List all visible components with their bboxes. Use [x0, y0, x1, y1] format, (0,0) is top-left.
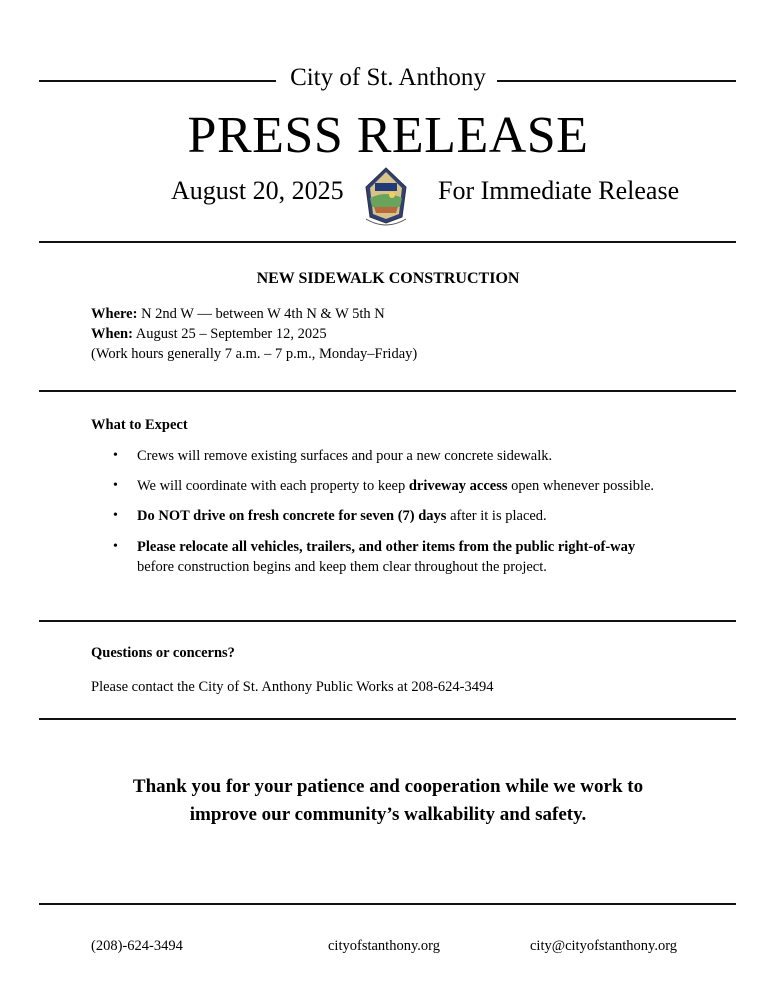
expect-item-2-post: open whenever possible.: [507, 478, 655, 494]
thank-you-line-2: improve our community’s walkability and safety.: [189, 804, 587, 825]
divider: [39, 903, 736, 905]
footer-email[interactable]: city@cityofstanthony.org: [530, 938, 678, 954]
divider: [39, 620, 736, 622]
release-type: For Immediate Release: [438, 176, 680, 205]
divider: [39, 390, 736, 392]
expect-item-2-bold: driveway access: [408, 478, 508, 494]
expect-item-1: Crews will remove existing surfaces and pour a new concrete sidewalk.: [137, 448, 553, 464]
when-line: [91, 326, 327, 343]
when-label: When:: [91, 326, 133, 342]
when-value: August 25 – September 12, 2025: [135, 326, 327, 342]
expect-item-4: [137, 537, 635, 577]
release-date: August 20, 2025: [171, 176, 344, 205]
expect-item-2: [137, 476, 654, 496]
expect-item-4-post: before construction begins and keep them clear throughout the project.: [137, 559, 547, 575]
where-value: N 2nd W — between W 4th N & W 5th N: [141, 306, 385, 322]
divider: [39, 718, 736, 720]
expect-item-3: [137, 506, 547, 526]
footer-website[interactable]: cityofstanthony.org: [328, 938, 440, 954]
where-line: [91, 306, 385, 323]
divider: [39, 241, 736, 243]
page-title: PRESS RELEASE: [187, 107, 589, 164]
expect-item-2-pre: We will coordinate with each property to keep: [137, 478, 409, 494]
expect-item-3-post: after it is placed.: [446, 508, 547, 524]
project-title: NEW SIDEWALK CONSTRUCTION: [256, 270, 520, 287]
expect-item-3-bold: Do NOT drive on fresh concrete for seven (7) days: [137, 508, 447, 524]
contact-text: Please contact the City of St. Anthony Public Works at 208-624-3494: [91, 679, 494, 695]
bullet-icon: •: [113, 478, 118, 493]
where-label: Where:: [91, 306, 138, 322]
contact-heading: Questions or concerns?: [91, 645, 235, 661]
city-name: City of St. Anthony: [290, 64, 486, 91]
expect-item-4-bold: Please relocate all vehicles, trailers, and other items from the public right-of-way: [137, 539, 636, 555]
city-seal-icon: [360, 165, 412, 229]
work-hours: (Work hours generally 7 a.m. – 7 p.m., Monday–Friday): [91, 346, 418, 362]
footer-phone[interactable]: (208)-624-3494: [91, 938, 183, 954]
thank-you-message: [0, 773, 776, 829]
thank-you-line-1: Thank you for your patience and cooperation while we work to: [132, 776, 644, 797]
expect-heading: What to Expect: [91, 417, 188, 433]
bullet-icon: •: [113, 508, 118, 523]
bullet-icon: •: [113, 539, 118, 554]
bullet-icon: •: [113, 448, 118, 463]
